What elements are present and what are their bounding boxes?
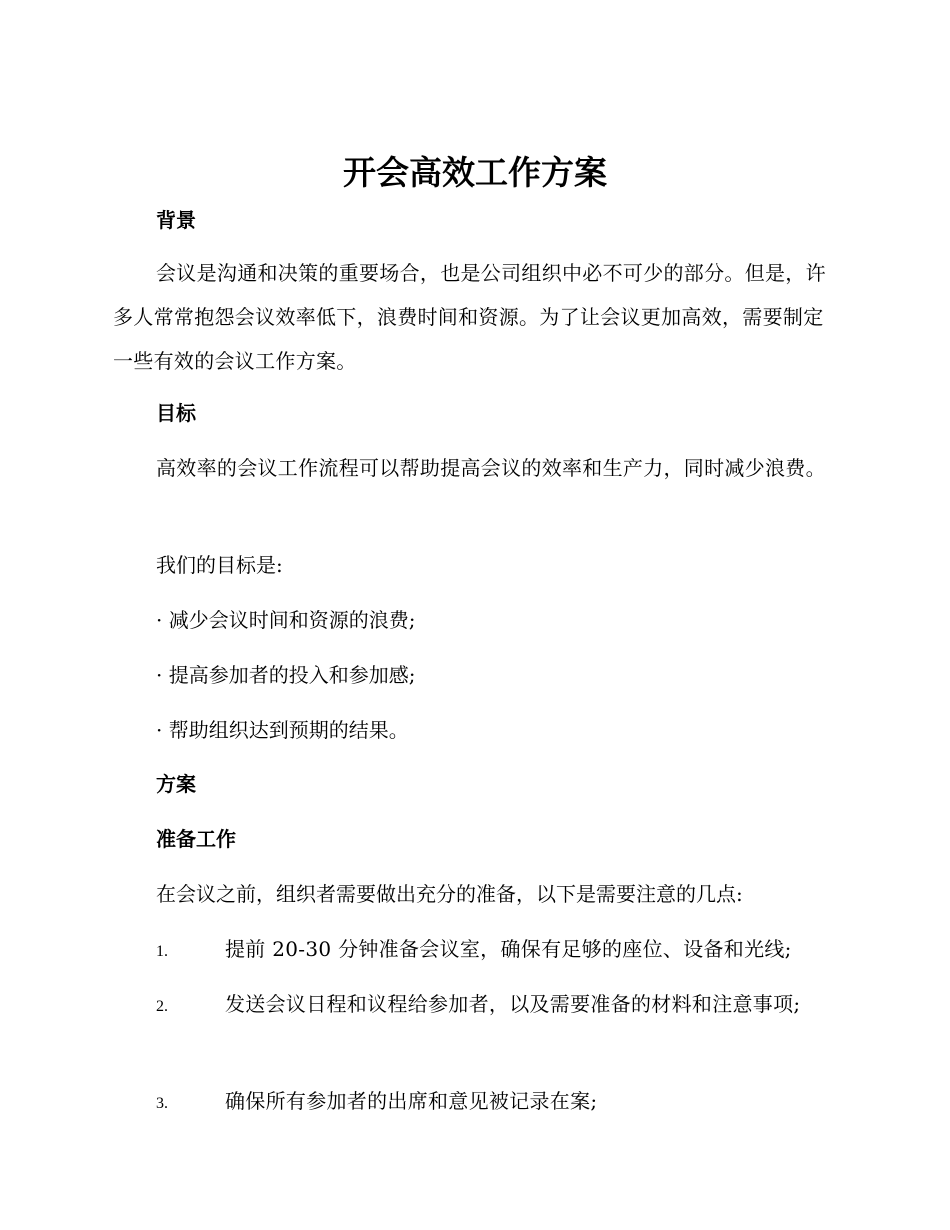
heading-goal: 目标	[156, 401, 196, 425]
paragraph-background: 会议是沟通和决策的重要场合，也是公司组织中必不可少的部分。但是，许多人常常抱怨会议效率低下，浪费时间和资源。为了让会议更加高效，需要制定一些有效的会议工作方案。	[113, 261, 826, 373]
goal-bullet-3: · 帮助组织达到预期的结果。	[156, 718, 409, 742]
plan-intro: 在会议之前，组织者需要做出充分的准备，以下是需要注意的几点:	[156, 882, 743, 906]
step-number: 2.	[156, 998, 168, 1015]
paragraph-goal: 高效率的会议工作流程可以帮助提高会议的效率和生产力，同时减少浪费。	[156, 456, 826, 480]
plan-step-1	[113, 927, 833, 974]
goal-bullet-2: · 提高参加者的投入和参加感;	[156, 663, 416, 687]
step-number: 3.	[156, 1095, 168, 1112]
plan-step-2	[113, 982, 833, 1029]
document-title: 开会高效工作方案	[343, 153, 607, 192]
step-number: 1.	[156, 943, 168, 960]
heading-plan: 方案	[156, 772, 196, 796]
plan-step-3	[113, 1079, 833, 1126]
step-text: 发送会议日程和议程给参加者，以及需要准备的材料和注意事项;	[225, 992, 801, 1016]
goal-intro: 我们的目标是:	[156, 553, 283, 577]
step-text: 确保所有参加者的出席和意见被记录在案;	[225, 1089, 598, 1113]
step-text: 提前 20-30 分钟准备会议室，确保有足够的座位、设备和光线;	[225, 937, 792, 961]
subheading-preparation: 准备工作	[156, 827, 236, 851]
goal-bullet-1: · 减少会议时间和资源的浪费;	[156, 608, 416, 632]
heading-background: 背景	[156, 208, 196, 232]
